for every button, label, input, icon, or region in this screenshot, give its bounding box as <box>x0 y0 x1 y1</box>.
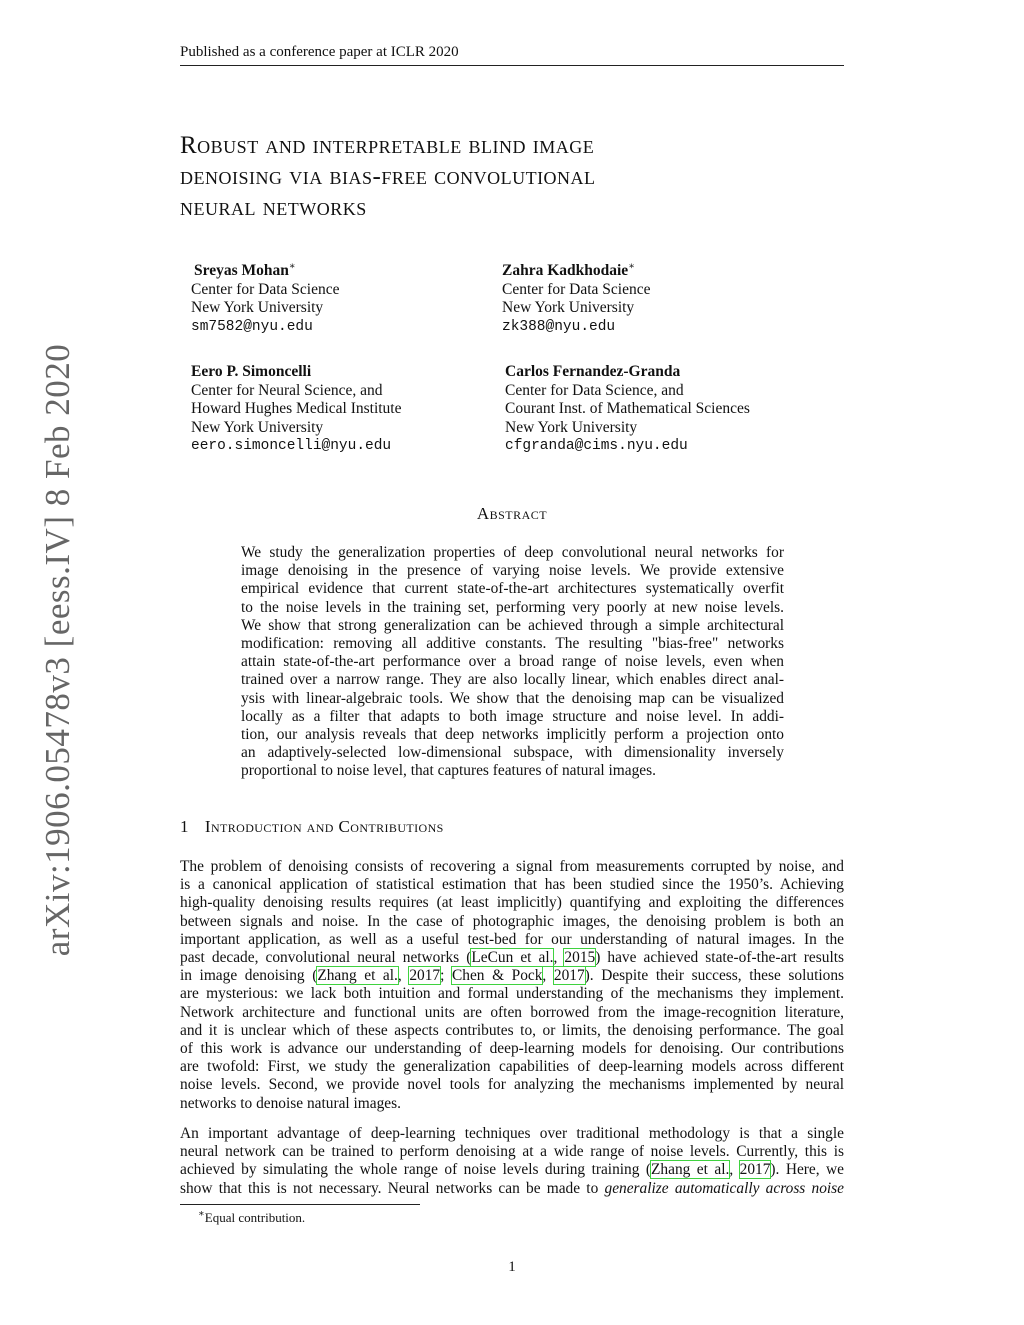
text-span: past decade, convolutional neural networks ( <box>180 949 472 967</box>
abstract-line: We show that strong generalization can be achieved through a simple architectural <box>241 616 784 634</box>
page-number: 1 <box>508 1259 516 1275</box>
running-header: Published as a conference paper at ICLR 2020 <box>180 44 459 60</box>
abstract-line: attain state-of-the-art performance over a broad range of noise levels, even when <box>241 653 784 671</box>
abstract-line: modification: removing all additive constants. The resulting "bias-free" networks <box>241 635 784 653</box>
author-affiliation: New York University <box>505 418 638 436</box>
author-email[interactable]: cfgranda@cims.nyu.edu <box>505 438 688 454</box>
author-name: Carlos Fernandez-Granda <box>505 363 681 380</box>
text-span: ). Here, we <box>770 1161 844 1179</box>
citation-author[interactable]: LeCun et al. <box>471 949 554 967</box>
author-name: Eero P. Simoncelli <box>191 363 312 380</box>
equal-contrib-mark: ∗ <box>288 260 296 272</box>
citation-link-zhang-2[interactable]: Zhang et al. <box>651 1161 730 1179</box>
abstract-line: image denoising in the presence of varying noise levels. We provide extensive <box>241 562 784 580</box>
text-line: between signals and noise. In the case of photographic images, the denoising problem is both an <box>180 912 844 930</box>
footnote-rule <box>180 1204 420 1205</box>
footnote-mark: ∗ <box>198 1208 205 1220</box>
author-affiliation: Center for Neural Science, and <box>191 381 383 399</box>
author-affiliation: New York University <box>191 418 324 436</box>
citation-link-zhang-2-year[interactable]: 2017 <box>739 1161 771 1179</box>
abstract-line: empirical evidence that current state-of-the-art architectures systematically overfit <box>241 580 784 598</box>
text-line: is a canonical application of statistical estimation that has been studied since the 1950’s. Achieving <box>180 876 844 894</box>
citation-link-chen-pock-year[interactable]: 2017 <box>553 967 585 985</box>
paper-title <box>180 130 860 223</box>
text-line: high-quality denoising results requires (at least implicitly) quantifying and exploiting the differences <box>180 894 844 912</box>
abstract-line: ysis with linear-algebraic tools. We show that the denoising map can be visualized <box>241 689 784 707</box>
author-block-simoncelli <box>191 363 402 456</box>
text-line: are mysterious: we lack both intuition and formal understanding of the mechanisms they implement. <box>180 985 844 1003</box>
text-span: achieved by simulating the whole range of noise levels during training ( <box>180 1161 652 1179</box>
citation-link-lecun-year[interactable]: 2015 <box>564 949 596 967</box>
author-affiliation: Center for Data Science <box>191 280 340 298</box>
text-line: important application, as well as a useful test-bed for our understanding of natural images. In the <box>180 930 844 948</box>
abstract-line: proportional to noise level, that captures features of natural images. <box>241 762 656 780</box>
abstract-line: an adaptively-selected low-dimensional subspace, with dimensionality inversely <box>241 744 784 762</box>
author-affiliation: Center for Data Science <box>502 280 651 298</box>
text-span: ) have achieved state-of-the-art results <box>595 949 844 967</box>
text-span: ; <box>440 967 452 985</box>
title-line: denoising via bias-free convolutional <box>180 163 596 190</box>
text-line <box>180 949 844 967</box>
emphasis-text: generalize automatically across noise <box>604 1179 844 1197</box>
equal-contrib-mark: ∗ <box>628 260 635 272</box>
text-span: ). Despite their success, these solutions <box>584 967 845 985</box>
author-email[interactable]: eero.simoncelli@nyu.edu <box>191 438 392 454</box>
text-span: show that this is not necessary. Neural networks can be made to <box>180 1179 605 1197</box>
footnote-text: Equal contribution. <box>204 1210 306 1225</box>
text-line: Network architecture and functional units are often borrowed from the image-recognition literature, <box>180 1003 844 1021</box>
title-line: neural networks <box>180 194 367 221</box>
text-line <box>180 1180 844 1198</box>
abstract-line: tion, our analysis reveals that deep networks implicitly perform a projection onto <box>241 726 784 744</box>
author-block-kadkhodaie <box>502 262 650 336</box>
author-email[interactable]: zk388@nyu.edu <box>502 318 616 335</box>
text-line <box>180 1161 844 1179</box>
text-line: and it is unclear which of these aspects contributes to, or limits, the denoising performance. The goal <box>180 1021 844 1039</box>
citation-link-zhang-year[interactable]: 2017 <box>409 967 441 985</box>
section-number: 1 <box>180 817 189 836</box>
author-affiliation: Courant Inst. of Mathematical Sciences <box>505 400 750 417</box>
citation-link-chen-pock[interactable]: Chen & Pock <box>452 967 543 985</box>
abstract-body <box>241 544 784 781</box>
text-span: , <box>729 1161 740 1179</box>
text-span: in image denoising ( <box>180 967 318 985</box>
author-name: Zahra Kadkhodaie <box>502 262 629 279</box>
citation-link-lecun[interactable] <box>471 949 553 966</box>
abstract-line: locally as a filter that adapts to both image structure and noise level. In addi- <box>241 707 784 725</box>
citation-link-zhang[interactable]: Zhang et al. <box>317 967 398 985</box>
author-affiliation: New York University <box>191 299 324 316</box>
header-rule <box>180 65 844 66</box>
intro-paragraph-2 <box>180 1125 844 1198</box>
title-line: Robust and interpretable blind image <box>180 132 595 159</box>
author-affiliation: New York University <box>502 299 635 316</box>
text-span: , <box>542 967 554 985</box>
text-span: , <box>553 949 565 967</box>
author-affiliation: Center for Data Science, and <box>505 381 684 399</box>
text-line: of this work is advance our understanding of deep-learning models for denoising. Our contributions <box>180 1040 844 1058</box>
abstract-line: We study the generalization properties of deep convolutional neural networks for <box>241 544 784 561</box>
footnote <box>198 1210 305 1226</box>
abstract-line: trained over a narrow range. They are also locally linear, which enables direct anal- <box>241 671 784 689</box>
text-line: networks to denoise natural images. <box>180 1094 401 1112</box>
author-block-fernandez-granda <box>505 363 750 456</box>
text-line: noise levels. Second, we provide novel tools for analyzing the mechanisms implemented by neural <box>180 1076 844 1094</box>
author-name: Sreyas Mohan <box>194 262 289 279</box>
text-line: are twofold: First, we study the generalization capabilities of deep-learning models across different <box>180 1058 844 1076</box>
arxiv-stamp: arXiv:1906.05478v3 [eess.IV] 8 Feb 2020 <box>38 343 77 957</box>
abstract-heading: Abstract <box>476 504 548 523</box>
intro-paragraph-1 <box>180 858 844 1113</box>
author-affiliation: Howard Hughes Medical Institute <box>191 400 402 417</box>
text-span: , <box>397 967 410 985</box>
author-block-mohan <box>191 262 339 336</box>
text-line: neural network can be trained to perform denoising at a wide range of noise levels. Currently, this is <box>180 1143 844 1161</box>
text-line: The problem of denoising consists of recovering a signal from measurements corrupted by noise, and <box>180 858 844 875</box>
section-title: Introduction and Contributions <box>204 817 444 836</box>
author-email[interactable]: sm7582@nyu.edu <box>191 318 313 335</box>
text-line: An important advantage of deep-learning techniques over traditional methodology is that a single <box>180 1125 844 1142</box>
text-line <box>180 967 844 985</box>
section-heading <box>180 817 444 837</box>
abstract-line: to the noise levels in the training set, performing very poorly at new noise levels. <box>241 598 784 616</box>
